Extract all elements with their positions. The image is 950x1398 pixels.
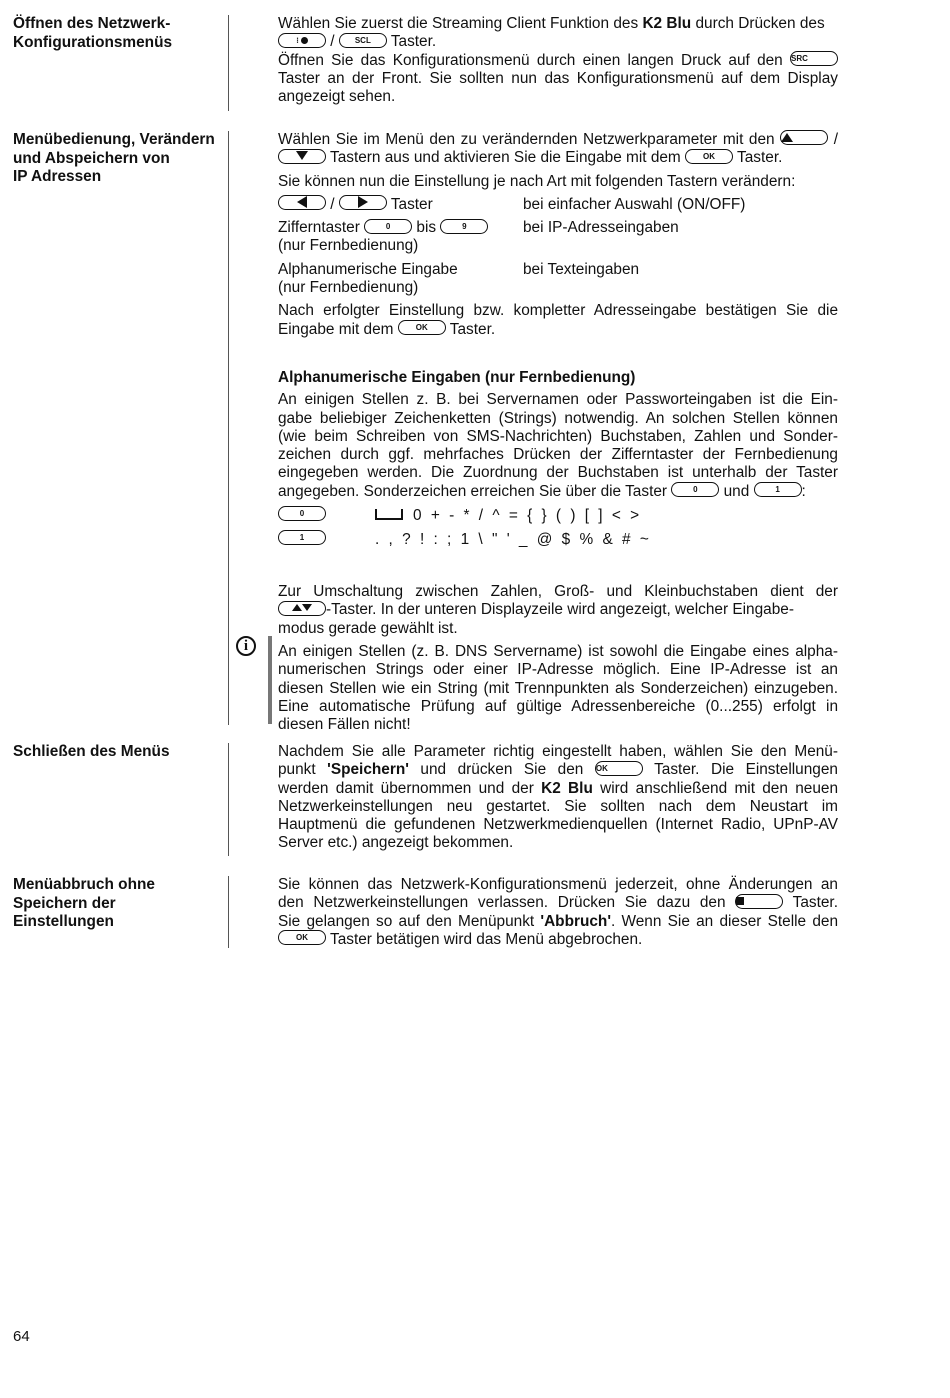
scl-key-icon: SCL xyxy=(339,33,387,48)
text: Eine automatische Prüfung auf gültige Adressenbereiche (0...255) erfolgt in xyxy=(278,697,838,715)
text: Zifferntaster xyxy=(278,219,365,237)
info-bar xyxy=(268,636,272,724)
section-body-cancel-menu xyxy=(278,876,838,949)
right-key-icon xyxy=(339,195,387,210)
up-key-icon xyxy=(780,130,828,145)
text: Wählen Sie zuerst die Streaming Client Funktion des xyxy=(278,15,643,32)
symbol-row-zero xyxy=(278,507,838,531)
menu-item-name: 'Speichern' xyxy=(327,761,409,779)
text: (nur Fernbedienung) xyxy=(278,279,419,297)
text: gabe beliebiger Zeichenketten (Strings) notwendig. An solchen Stellen können xyxy=(278,409,838,427)
section-divider xyxy=(228,743,229,856)
text: numerischen Strings oder einer IP-Adresse möglich. Eine IP-Adresse ist an xyxy=(278,661,838,679)
heading-line: Konfigurationsmenüs xyxy=(13,33,173,51)
text: diesen Fällen nicht! xyxy=(278,716,411,734)
text: Taster. Die Einstellungen xyxy=(642,761,838,779)
text: bis xyxy=(412,219,441,237)
symbol-list: 0 + - * / ^ = { } ( ) [ ] < > xyxy=(413,507,640,525)
section-body-open-menu xyxy=(278,15,838,106)
heading-line: Öffnen des Netzwerk- xyxy=(13,15,171,32)
info-icon: i xyxy=(236,636,256,656)
text: . Wenn Sie an dieser Stelle den xyxy=(611,912,838,930)
zero-key-icon: 0 xyxy=(278,506,326,521)
heading-line: Schließen des Menüs xyxy=(13,743,170,760)
info-note xyxy=(278,643,838,734)
text: An einigen Stellen z. B. bei Servernamen oder Passworteingaben ist die Ein- xyxy=(278,391,838,409)
text: bei IP-Adresseingaben xyxy=(523,219,679,237)
text: Tastern aus und aktivieren Sie die Eingabe mit dem xyxy=(326,149,686,167)
one-key-icon: 1 xyxy=(754,482,802,497)
text: -Taster. In der unteren Displayzeile wird angezeigt, welcher Eingabe- xyxy=(326,601,794,619)
text: Sie gelangen so auf den Menüpunkt xyxy=(278,912,541,930)
text: Taster. xyxy=(445,320,496,338)
key-row-digits xyxy=(278,219,838,237)
text: Taster an der Front. Sie sollten nun das Konfigurationsmenü auf dem Display xyxy=(278,69,838,87)
ok-key-icon: OK xyxy=(278,930,326,945)
ok-key-icon: OK xyxy=(685,149,733,164)
text: bei Texteingaben xyxy=(523,260,640,278)
text: Nach erfolgter Einstellung bzw. kompletter Adresseingabe bestätigen Sie die xyxy=(278,302,838,320)
section-heading-cancel-menu xyxy=(13,876,225,932)
left-key-icon xyxy=(278,195,326,210)
section-heading-open-menu xyxy=(13,15,225,52)
product-name: K2 Blu xyxy=(642,15,692,32)
product-name: K2 Blu xyxy=(541,779,593,797)
nine-key-icon: 9 xyxy=(440,219,488,234)
text: Sie können das Netzwerk-Konfigurationsmenü jederzeit, ohne Änderungen an xyxy=(278,876,838,893)
subheading: Alphanumerische Eingaben (nur Fernbedienung) xyxy=(278,368,636,386)
text: Öffnen Sie das Konfigurationsmenü durch einen langen Druck auf den xyxy=(278,51,783,69)
text: Taster. xyxy=(386,33,437,51)
key-row-arrows xyxy=(278,196,838,214)
text: Wählen Sie im Menü den zu verändernden Netzwerkparameter mit den xyxy=(278,131,775,148)
text: (wie beim Schreiben von SMS-Nachrichten) Buchstaben, Zahlen und Sonder- xyxy=(278,427,838,445)
heading-line: Menübedienung, Verändern xyxy=(13,131,215,148)
text: angezeigt sehen. xyxy=(278,88,396,106)
text: Netzwerkeinstellungen neu gestartet. Sie sollten nach dem Neustart im xyxy=(278,797,838,815)
stop-key-icon xyxy=(735,894,783,909)
heading-line: Einstellungen xyxy=(13,913,114,931)
section-heading-menu-operation xyxy=(13,131,225,187)
text: angegeben. Sonderzeichen erreichen Sie über die Taster xyxy=(278,482,672,500)
text: Zur Umschaltung zwischen Zahlen, Groß- und Kleinbuchstaben dient der xyxy=(278,583,838,601)
text: Alphanumerische Eingabe xyxy=(278,260,458,278)
space-icon xyxy=(375,509,403,520)
text: (nur Fernbedienung) xyxy=(278,237,419,255)
streaming-key-icon: ⁝ xyxy=(278,33,326,48)
section-heading-close-menu xyxy=(13,743,225,762)
ok-key-icon: OK xyxy=(398,320,446,335)
text: durch Drücken des xyxy=(691,15,825,32)
text: / xyxy=(326,33,339,51)
text: / xyxy=(326,195,339,213)
text: Taster betätigen wird das Menü abgebrochen. xyxy=(326,930,643,948)
text: und drücken Sie den xyxy=(408,761,595,779)
text: wird anschließend mit den neuen xyxy=(592,779,838,797)
text: werden damit übernommen und der xyxy=(278,779,542,797)
section-body-close-menu xyxy=(278,743,838,853)
text: und xyxy=(719,482,754,500)
text: Sie können nun die Einstellung je nach Art mit folgenden Tastern verändern: xyxy=(278,172,796,190)
text: punkt xyxy=(278,761,328,779)
text: Eingabe mit dem xyxy=(278,320,398,338)
section-divider xyxy=(228,15,229,111)
menu-item-name: 'Abbruch' xyxy=(540,912,611,930)
ok-key-icon: OK xyxy=(595,761,643,776)
text: Hauptmenü die gefundenen Netzwerkmedienquellen (Internet Radio, UPnP-AV xyxy=(278,816,838,834)
heading-line: Speichern der xyxy=(13,894,116,912)
zero-key-icon: 0 xyxy=(671,482,719,497)
text: An einigen Stellen (z. B. DNS Servername) ist sowohl die Eingabe eines alpha- xyxy=(278,642,838,660)
heading-line: und Abspeichern von xyxy=(13,149,170,167)
page-number: 64 xyxy=(13,1328,30,1345)
src-key-icon: SRC xyxy=(790,51,838,66)
section-divider xyxy=(228,876,229,948)
heading-line: Menüabbruch ohne xyxy=(13,876,155,893)
section-divider xyxy=(228,131,229,725)
updown-key-icon xyxy=(278,601,326,616)
one-key-icon: 1 xyxy=(278,530,326,545)
text: Taster. xyxy=(733,149,783,167)
section-body-menu-operation xyxy=(278,131,838,734)
text: modus gerade gewählt ist. xyxy=(278,619,458,637)
symbol-row-one xyxy=(278,531,838,555)
text: diesen Stellen wie ein String (mit Trennpunkten als Sonderzeichen) einzugeben. xyxy=(278,679,838,697)
text: den Netzwerkeinstellungen verlassen. Drücken Sie dazu den xyxy=(278,894,736,912)
text: Taster. xyxy=(783,894,838,912)
text: eingegeben werden. Die Zuordnung der Buchstaben ist unterhalb der Taster xyxy=(278,464,838,482)
zero-key-icon: 0 xyxy=(364,219,412,234)
text: bei einfacher Auswahl (ON/OFF) xyxy=(523,195,746,213)
heading-line: IP Adressen xyxy=(13,168,102,186)
text: Taster xyxy=(386,195,433,213)
key-row-alpha xyxy=(278,261,838,279)
text: / xyxy=(833,131,838,148)
symbol-list: . , ? ! : ; 1 \ " ' _ @ $ % & # ~ xyxy=(375,531,650,549)
down-key-icon xyxy=(278,149,326,164)
text: Server etc.) angezeigt bekommen. xyxy=(278,834,514,852)
text: : xyxy=(801,482,806,500)
text: Nachdem Sie alle Parameter richtig eingestellt haben, wählen Sie den Menü- xyxy=(278,743,838,760)
text: zeichen durch ggf. mehrfaches Drücken der Zifferntaster der Fernbedienung xyxy=(278,446,838,464)
